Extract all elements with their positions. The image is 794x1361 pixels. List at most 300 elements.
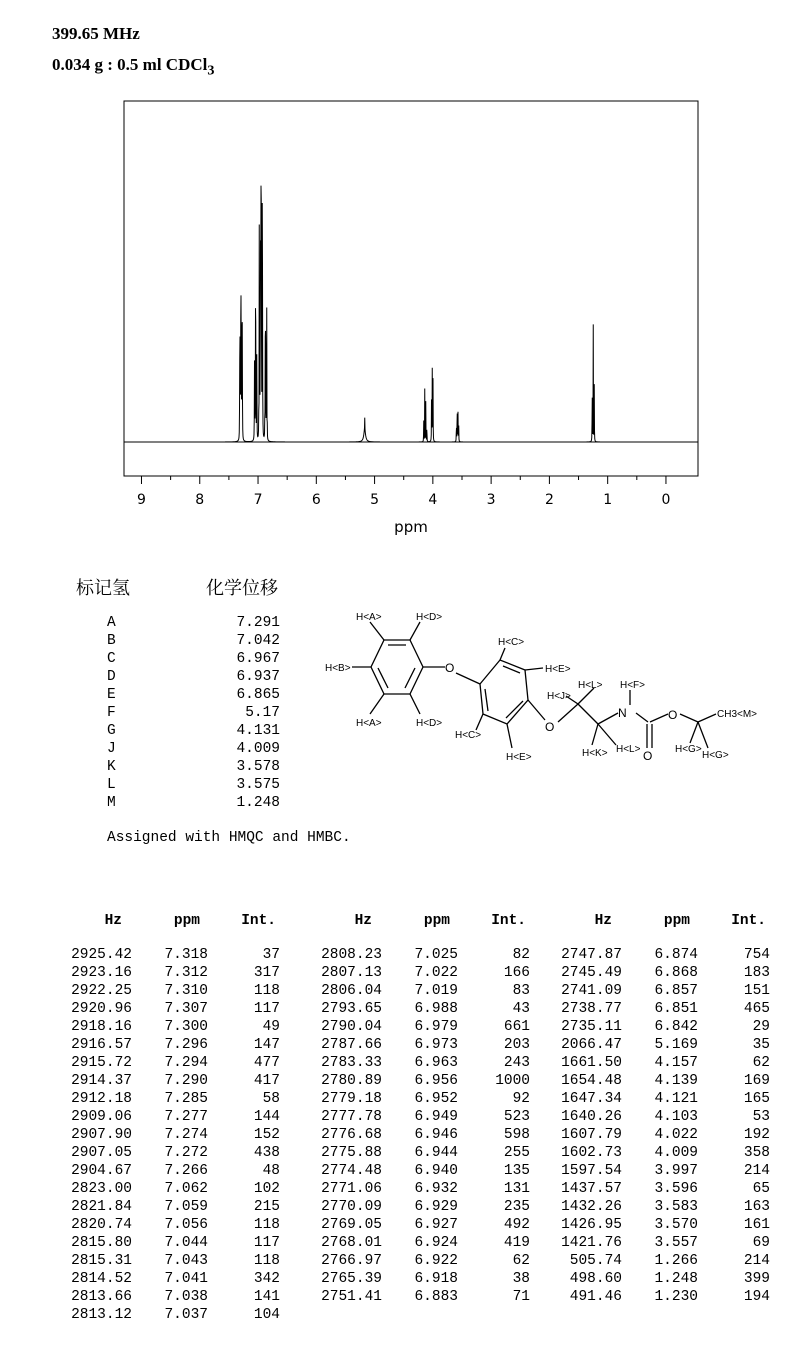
assignment-shift: 7.042 <box>236 633 280 649</box>
peak-cell: 6.932 <box>414 1181 458 1197</box>
peak-row <box>530 1126 770 1144</box>
peak-cell: 7.296 <box>164 1037 208 1053</box>
peak-row <box>530 1198 770 1216</box>
peak-cell: 7.038 <box>164 1289 208 1305</box>
x-tick-label: 7 <box>253 492 263 508</box>
peak-header-cell: Hz <box>104 913 122 929</box>
peak-cell: 7.312 <box>164 965 208 981</box>
assignment-note: Assigned with HMQC and HMBC. <box>107 830 351 846</box>
h-label: H<C> <box>498 637 525 648</box>
h-label: H<E> <box>506 752 532 763</box>
peak-cell: 53 <box>752 1109 770 1125</box>
x-tick-label: 0 <box>661 492 671 508</box>
peak-cell: 2787.66 <box>321 1037 382 1053</box>
peak-cell: 7.044 <box>164 1235 208 1251</box>
peak-row <box>530 946 770 964</box>
peak-cell: 43 <box>512 1001 530 1017</box>
peak-cell: 7.266 <box>164 1163 208 1179</box>
assignment-shift: 7.291 <box>236 615 280 631</box>
assignment-label: L <box>107 777 116 793</box>
peak-row <box>530 1288 770 1306</box>
peak-cell: 7.294 <box>164 1055 208 1071</box>
peak-row <box>40 946 280 964</box>
peak-row <box>290 1198 530 1216</box>
sample-subscript: 3 <box>207 62 215 79</box>
peak-cell: 523 <box>503 1109 530 1125</box>
peak-row <box>290 1126 530 1144</box>
peak-cell: 6.973 <box>414 1037 458 1053</box>
peak-row <box>530 1072 770 1090</box>
x-tick-label: 3 <box>486 492 496 508</box>
peak-cell: 152 <box>253 1127 280 1143</box>
x-tick-label: 1 <box>603 492 613 508</box>
peak-row <box>530 964 770 982</box>
x-tick-label: 2 <box>544 492 554 508</box>
peak-cell: 4.103 <box>654 1109 698 1125</box>
assignment-label: B <box>107 633 116 649</box>
peak-cell: 2915.72 <box>71 1055 132 1071</box>
peak-cell: 2808.23 <box>321 947 382 963</box>
peak-cell: 69 <box>752 1235 770 1251</box>
assignment-shift: 6.967 <box>236 651 280 667</box>
peak-cell: 2912.18 <box>71 1091 132 1107</box>
peak-cell: 6.988 <box>414 1001 458 1017</box>
peak-cell: 215 <box>253 1199 280 1215</box>
peak-cell: 6.922 <box>414 1253 458 1269</box>
h-label: H<D> <box>416 612 443 623</box>
h-label: H<K> <box>582 748 608 759</box>
peak-cell: 417 <box>253 1073 280 1089</box>
peak-cell: 7.300 <box>164 1019 208 1035</box>
peak-cell: 2735.11 <box>561 1019 622 1035</box>
peak-cell: 255 <box>503 1145 530 1161</box>
assignment-row <box>100 632 280 650</box>
peak-cell: 6.883 <box>414 1289 458 1305</box>
peak-cell: 1.230 <box>654 1289 698 1305</box>
peak-cell: 4.009 <box>654 1145 698 1161</box>
peak-cell: 754 <box>743 947 770 963</box>
oxygen-label: O <box>545 720 555 734</box>
peak-cell: 7.277 <box>164 1109 208 1125</box>
peak-cell: 49 <box>262 1019 280 1035</box>
peak-cell: 1640.26 <box>561 1109 622 1125</box>
peak-cell: 118 <box>253 983 280 999</box>
peak-cell: 7.307 <box>164 1001 208 1017</box>
peak-cell: 492 <box>503 1217 530 1233</box>
peak-cell: 166 <box>503 965 530 981</box>
peak-row <box>530 1000 770 1018</box>
peak-cell: 2909.06 <box>71 1109 132 1125</box>
h-label: H<L> <box>578 680 603 691</box>
assignment-label: K <box>107 759 116 775</box>
peak-cell: 243 <box>503 1055 530 1071</box>
assignment-row <box>100 614 280 632</box>
peak-row <box>290 1108 530 1126</box>
peak-cell: 165 <box>743 1091 770 1107</box>
peak-cell: 6.963 <box>414 1055 458 1071</box>
peak-cell: 6.927 <box>414 1217 458 1233</box>
assignment-shift: 6.865 <box>236 687 280 703</box>
h-label: H<G> <box>702 750 729 761</box>
peak-row <box>290 1018 530 1036</box>
peak-column <box>40 910 280 1324</box>
peak-cell: 3.557 <box>654 1235 698 1251</box>
peak-row <box>40 1072 280 1090</box>
peak-cell: 4.139 <box>654 1073 698 1089</box>
peak-cell: 498.60 <box>569 1271 622 1287</box>
peak-row <box>290 1090 530 1108</box>
peak-row <box>40 1162 280 1180</box>
peak-cell: 2751.41 <box>321 1289 382 1305</box>
peak-cell: 2815.80 <box>71 1235 132 1251</box>
peak-cell: 102 <box>253 1181 280 1197</box>
peak-cell: 2066.47 <box>561 1037 622 1053</box>
peak-cell: 2813.66 <box>71 1289 132 1305</box>
methyl-label: CH3<M> <box>717 709 758 720</box>
peak-row <box>530 1252 770 1270</box>
peak-cell: 2916.57 <box>71 1037 132 1053</box>
assignment-row <box>100 704 280 722</box>
assignment-label: A <box>107 615 116 631</box>
peak-cell: 2765.39 <box>321 1271 382 1287</box>
h-label: H<A> <box>356 612 382 623</box>
assignment-label: G <box>107 723 116 739</box>
peak-cell: 6.924 <box>414 1235 458 1251</box>
assignment-shift: 6.937 <box>236 669 280 685</box>
peak-cell: 598 <box>503 1127 530 1143</box>
peak-cell: 2815.31 <box>71 1253 132 1269</box>
peak-cell: 2768.01 <box>321 1235 382 1251</box>
peak-cell: 203 <box>503 1037 530 1053</box>
peak-cell: 7.274 <box>164 1127 208 1143</box>
peak-cell: 2823.00 <box>71 1181 132 1197</box>
assignment-table <box>100 614 280 812</box>
peak-header <box>290 910 530 932</box>
peak-cell: 7.022 <box>414 965 458 981</box>
peak-header-cell: Hz <box>594 913 612 929</box>
peak-header-cell: Int. <box>491 913 526 929</box>
peak-cell: 71 <box>512 1289 530 1305</box>
peak-cell: 1661.50 <box>561 1055 622 1071</box>
plot-frame <box>124 101 698 476</box>
peak-cell: 465 <box>743 1001 770 1017</box>
peak-cell: 2766.97 <box>321 1253 382 1269</box>
peak-cell: 117 <box>253 1235 280 1251</box>
peak-cell: 7.272 <box>164 1145 208 1161</box>
assignment-row <box>100 668 280 686</box>
peak-cell: 62 <box>752 1055 770 1071</box>
peak-cell: 358 <box>743 1145 770 1161</box>
peak-cell: 2923.16 <box>71 965 132 981</box>
peak-cell: 661 <box>503 1019 530 1035</box>
peak-cell: 6.940 <box>414 1163 458 1179</box>
peak-cell: 1607.79 <box>561 1127 622 1143</box>
peak-cell: 2793.65 <box>321 1001 382 1017</box>
x-tick-label: 5 <box>370 492 380 508</box>
assignment-shift: 4.009 <box>236 741 280 757</box>
peak-cell: 438 <box>253 1145 280 1161</box>
peak-cell: 29 <box>752 1019 770 1035</box>
peak-cell: 6.929 <box>414 1199 458 1215</box>
peak-cell: 1.266 <box>654 1253 698 1269</box>
peak-cell: 7.025 <box>414 947 458 963</box>
peak-cell: 151 <box>743 983 770 999</box>
peak-cell: 1654.48 <box>561 1073 622 1089</box>
peak-row <box>530 1162 770 1180</box>
peak-cell: 2814.52 <box>71 1271 132 1287</box>
peak-cell: 37 <box>262 947 280 963</box>
peak-row <box>40 1018 280 1036</box>
peak-header-cell: Int. <box>241 913 276 929</box>
peak-cell: 1421.76 <box>561 1235 622 1251</box>
assignment-label: F <box>107 705 116 721</box>
peak-row <box>290 946 530 964</box>
peak-row <box>530 1108 770 1126</box>
peak-cell: 2741.09 <box>561 983 622 999</box>
x-tick-label: 6 <box>311 492 321 508</box>
peak-cell: 2914.37 <box>71 1073 132 1089</box>
peak-header-cell: ppm <box>423 913 450 929</box>
assignment-shift: 3.575 <box>236 777 280 793</box>
peak-cell: 118 <box>253 1217 280 1233</box>
assignment-label: M <box>107 795 116 811</box>
assignment-label: E <box>107 687 116 703</box>
molecule-structure <box>320 600 790 780</box>
assignment-row <box>100 776 280 794</box>
peak-cell: 2775.88 <box>321 1145 382 1161</box>
peak-row <box>530 1144 770 1162</box>
peak-row <box>290 1072 530 1090</box>
peak-row <box>40 1198 280 1216</box>
peak-cell: 6.842 <box>654 1019 698 1035</box>
peak-cell: 2821.84 <box>71 1199 132 1215</box>
peak-cell: 144 <box>253 1109 280 1125</box>
assignment-shift: 3.578 <box>236 759 280 775</box>
peak-cell: 491.46 <box>569 1289 622 1305</box>
peak-row <box>530 1036 770 1054</box>
peak-row <box>40 1108 280 1126</box>
peak-cell: 1.248 <box>654 1271 698 1287</box>
peak-row <box>530 1270 770 1288</box>
h-label: H<J> <box>547 691 571 702</box>
peak-row <box>40 1144 280 1162</box>
peak-cell: 62 <box>512 1253 530 1269</box>
h-label: H<G> <box>675 744 702 755</box>
assignment-row <box>100 650 280 668</box>
assignment-row <box>100 794 280 812</box>
peak-cell: 2771.06 <box>321 1181 382 1197</box>
peak-cell: 6.851 <box>654 1001 698 1017</box>
peak-cell: 2745.49 <box>561 965 622 981</box>
sample-text: 0.034 g : 0.5 ml CDCl <box>52 55 208 74</box>
assignment-shift: 1.248 <box>236 795 280 811</box>
peak-cell: 2907.90 <box>71 1127 132 1143</box>
peak-cell: 7.059 <box>164 1199 208 1215</box>
peak-cell: 118 <box>253 1253 280 1269</box>
peak-cell: 7.037 <box>164 1307 208 1323</box>
x-axis-label: ppm <box>394 518 428 536</box>
peak-cell: 141 <box>253 1289 280 1305</box>
peak-row <box>290 1036 530 1054</box>
peak-header <box>40 910 280 932</box>
assignment-shift: 5.17 <box>245 705 280 721</box>
peak-cell: 7.285 <box>164 1091 208 1107</box>
peak-cell: 1432.26 <box>561 1199 622 1215</box>
peak-cell: 505.74 <box>569 1253 622 1269</box>
peak-cell: 1437.57 <box>561 1181 622 1197</box>
x-tick-label: 8 <box>195 492 205 508</box>
peak-cell: 38 <box>512 1271 530 1287</box>
oxygen-label: O <box>445 661 455 675</box>
peak-header-cell: ppm <box>173 913 200 929</box>
peak-cell: 4.157 <box>654 1055 698 1071</box>
peak-cell: 2774.48 <box>321 1163 382 1179</box>
assignment-shift: 4.131 <box>236 723 280 739</box>
peak-cell: 6.918 <box>414 1271 458 1287</box>
peak-row <box>40 1090 280 1108</box>
peak-row <box>530 1234 770 1252</box>
peak-row <box>40 1234 280 1252</box>
peak-cell: 82 <box>512 947 530 963</box>
peak-row <box>530 1054 770 1072</box>
assignment-label: J <box>107 741 116 757</box>
peak-cell: 2777.78 <box>321 1109 382 1125</box>
peak-row <box>530 1216 770 1234</box>
peak-cell: 6.868 <box>654 965 698 981</box>
peak-cell: 183 <box>743 965 770 981</box>
oxygen-label: O <box>643 749 653 763</box>
h-label: H<C> <box>455 730 482 741</box>
x-axis-ticks <box>137 476 670 508</box>
peak-cell: 6.979 <box>414 1019 458 1035</box>
peak-row <box>530 1090 770 1108</box>
peak-cell: 2907.05 <box>71 1145 132 1161</box>
peak-row <box>290 1180 530 1198</box>
peak-cell: 83 <box>512 983 530 999</box>
peak-cell: 2904.67 <box>71 1163 132 1179</box>
peak-header-cell: Int. <box>731 913 766 929</box>
peak-cell: 1647.34 <box>561 1091 622 1107</box>
peak-row <box>40 1252 280 1270</box>
peak-header <box>530 910 770 932</box>
peak-row <box>530 982 770 1000</box>
peak-cell: 342 <box>253 1271 280 1287</box>
peak-cell: 1426.95 <box>561 1217 622 1233</box>
peak-cell: 2747.87 <box>561 947 622 963</box>
peak-row <box>290 1162 530 1180</box>
peak-cell: 58 <box>262 1091 280 1107</box>
peak-cell: 7.043 <box>164 1253 208 1269</box>
peak-row <box>290 1234 530 1252</box>
peak-row <box>40 1000 280 1018</box>
peak-cell: 6.952 <box>414 1091 458 1107</box>
peak-cell: 135 <box>503 1163 530 1179</box>
peak-cell: 214 <box>743 1163 770 1179</box>
peak-cell: 7.041 <box>164 1271 208 1287</box>
peak-cell: 92 <box>512 1091 530 1107</box>
peak-row <box>530 1018 770 1036</box>
peak-row <box>290 1216 530 1234</box>
h-label: H<E> <box>545 664 571 675</box>
peak-row <box>290 982 530 1000</box>
assignment-row <box>100 686 280 704</box>
peak-header-cell: ppm <box>663 913 690 929</box>
peak-cell: 2779.18 <box>321 1091 382 1107</box>
peak-cell: 2769.05 <box>321 1217 382 1233</box>
peak-row <box>290 1288 530 1306</box>
peak-cell: 399 <box>743 1271 770 1287</box>
peak-row <box>290 1000 530 1018</box>
peak-cell: 2790.04 <box>321 1019 382 1035</box>
peak-row <box>40 1126 280 1144</box>
peak-row <box>40 1306 280 1324</box>
peak-cell: 7.062 <box>164 1181 208 1197</box>
peak-row <box>530 1180 770 1198</box>
h-label: H<F> <box>620 680 646 691</box>
peak-cell: 477 <box>253 1055 280 1071</box>
peak-cell: 7.318 <box>164 947 208 963</box>
shift-column-header: 化学位移 <box>206 578 278 599</box>
peak-cell: 1602.73 <box>561 1145 622 1161</box>
peak-cell: 48 <box>262 1163 280 1179</box>
peak-column <box>530 910 770 1306</box>
peak-cell: 2920.96 <box>71 1001 132 1017</box>
nitrogen-label: N <box>618 706 627 720</box>
peak-cell: 3.596 <box>654 1181 698 1197</box>
peak-row <box>290 964 530 982</box>
peak-cell: 2780.89 <box>321 1073 382 1089</box>
assignment-row <box>100 758 280 776</box>
assignment-label: C <box>107 651 116 667</box>
peak-row <box>40 964 280 982</box>
peak-cell: 6.946 <box>414 1127 458 1143</box>
peak-cell: 6.944 <box>414 1145 458 1161</box>
peak-row <box>290 1252 530 1270</box>
peak-cell: 2776.68 <box>321 1127 382 1143</box>
peak-column <box>290 910 530 1306</box>
nmr-spectrum-chart <box>0 0 794 560</box>
h-label: H<A> <box>356 718 382 729</box>
peak-cell: 35 <box>752 1037 770 1053</box>
peak-row <box>40 1288 280 1306</box>
peak-cell: 3.570 <box>654 1217 698 1233</box>
peak-cell: 161 <box>743 1217 770 1233</box>
peak-cell: 419 <box>503 1235 530 1251</box>
peak-row <box>290 1054 530 1072</box>
peak-cell: 194 <box>743 1289 770 1305</box>
peak-cell: 3.997 <box>654 1163 698 1179</box>
peak-header-cell: Hz <box>354 913 372 929</box>
peak-cell: 7.310 <box>164 983 208 999</box>
peak-cell: 6.874 <box>654 947 698 963</box>
peak-cell: 65 <box>752 1181 770 1197</box>
peak-cell: 147 <box>253 1037 280 1053</box>
peak-cell: 7.019 <box>414 983 458 999</box>
peak-row <box>40 1036 280 1054</box>
peak-cell: 2813.12 <box>71 1307 132 1323</box>
peak-cell: 2925.42 <box>71 947 132 963</box>
h-label: H<L> <box>616 744 641 755</box>
peak-cell: 3.583 <box>654 1199 698 1215</box>
peak-cell: 4.022 <box>654 1127 698 1143</box>
peak-cell: 169 <box>743 1073 770 1089</box>
assignment-label: D <box>107 669 116 685</box>
peak-cell: 4.121 <box>654 1091 698 1107</box>
peak-cell: 2807.13 <box>321 965 382 981</box>
peak-cell: 2922.25 <box>71 983 132 999</box>
peak-cell: 2918.16 <box>71 1019 132 1035</box>
peak-cell: 7.056 <box>164 1217 208 1233</box>
